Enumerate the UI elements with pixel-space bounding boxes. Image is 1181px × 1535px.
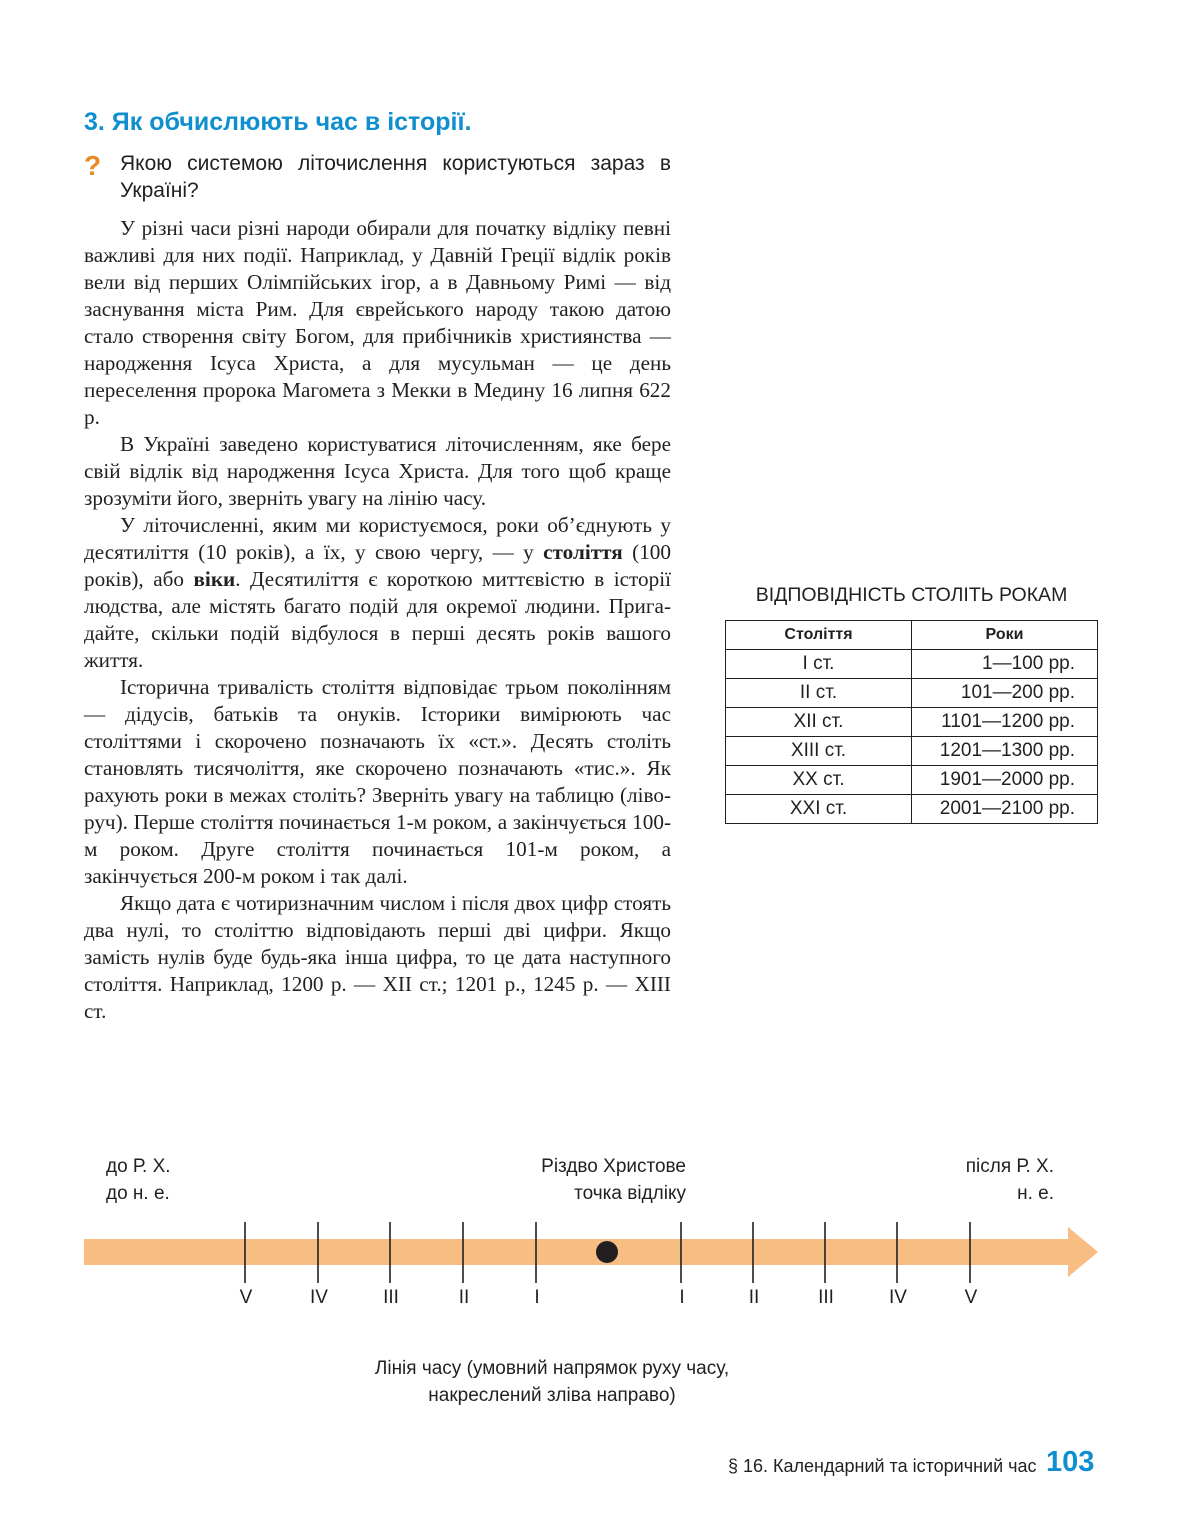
section-question: Якою системою літочислення користуються зараз в Україні?	[120, 152, 671, 202]
timeline-caption-line-1: Лінія часу (умовний напрямок руху часу,	[374, 1358, 730, 1379]
timeline-tick-label-ad: IV	[889, 1287, 907, 1308]
timeline-tick-label-ad: II	[748, 1287, 760, 1308]
timeline-arrow	[84, 1227, 1098, 1277]
table-cell-years: 1—100 рр.	[912, 650, 1098, 679]
paragraph-4	[84, 674, 671, 890]
timeline-caption	[340, 1355, 764, 1409]
timeline-tick-label-ad: V	[964, 1287, 978, 1308]
table-header-century: Століття	[726, 621, 912, 650]
table-cell-century: XXI ст.	[726, 795, 912, 824]
table-cell-century: XII ст.	[726, 708, 912, 737]
origin-label	[480, 1153, 686, 1207]
table-row	[726, 795, 1098, 824]
bold-term: віки	[193, 567, 236, 591]
paragraph-2	[84, 431, 671, 512]
paragraph-5	[84, 890, 671, 1025]
ad-label-line-2: н. е.	[1017, 1183, 1054, 1204]
table-row	[726, 679, 1098, 708]
timeline-tick-label-bc: I	[534, 1287, 540, 1308]
table-title: ВІДПОВІДНІСТЬ СТОЛІТЬ РОКАМ	[755, 584, 1068, 606]
table-cell-century: II ст.	[726, 679, 912, 708]
paragraph-text: . Десятиліття є короткою миттєвістю в історії людства, але містять багато подій для окремої людини. Пригадайте, скільки подій відбулося в перші десять років вашого життя.	[84, 567, 671, 672]
footer-chapter-title: § 16. Календарний та історичний час	[728, 1456, 1037, 1476]
origin-label-line-1: Різдво Христове	[541, 1156, 686, 1177]
paragraph-text: У літочисленні, яким ми користуємося, роки об’єднують у десятиліття (10 років), а їх, у свою чергу, — у	[84, 513, 671, 564]
bc-label	[106, 1153, 171, 1207]
paragraph-text: Історична тривалість століття відповідає трьом поколінням — дідусів, батьків та онуків. Історики вимірюють час століттями і скорочено позначають їх «ст.». Десять століть становлять тисячоліття, яке скорочено позначають «тис.». Як рахують роки в межах століть? Зверніть увагу на таблицю (ліворуч). Перше століття починається 1-м роком, а закінчується 100-м роком. Друге століття починається 101-м роком, а закінчується 200-м роком і так далі.	[84, 675, 671, 888]
origin-label-line-2: точка відліку	[574, 1183, 686, 1204]
table-cell-century: XIII ст.	[726, 737, 912, 766]
table-cell-century: XX ст.	[726, 766, 912, 795]
timeline-tick-label-bc: III	[383, 1287, 399, 1308]
paragraph-text: (100 років), або	[84, 540, 671, 591]
timeline-tick-label-ad: I	[679, 1287, 685, 1308]
table-row	[726, 650, 1098, 679]
table-cell-years: 1901—2000 рр.	[912, 766, 1098, 795]
table-cell-years: 1101—1200 рр.	[912, 708, 1098, 737]
paragraph-1	[84, 215, 671, 431]
table-header-row	[726, 621, 1098, 650]
ad-label	[900, 1153, 1054, 1207]
timeline-tick-label-bc: II	[458, 1287, 470, 1308]
paragraph-text: Якщо дата є чотиризначним числом і після двох цифр стоять два нулі, то століттю відповідають перші дві цифри. Якщо замість нулів буде будь-яка інша цифра, то це дата наступного століття. Наприклад, 1200 р. — XII ст.; 1201 р., 1245 р. — XIII ст.	[84, 891, 671, 1023]
bc-label-line-2: до н. е.	[106, 1183, 170, 1204]
timeline-tick-label-ad: III	[818, 1287, 834, 1308]
paragraph-text: У різні часи різні народи обирали для початку відліку певні важливі для них події. Наприклад, у Давній Греції відлік років вели від перших Олімпійських ігор, а в Давньому Римі — від заснування міста Рим. Для єврейського народу такою датою стало створення світу Богом, для прибічників християнства — народження Ісуса Христа, а для мусульман — це день переселення пророка Магомета з Мекки в Медину 16 липня 622 р.	[84, 216, 671, 429]
bold-term: століття	[543, 540, 623, 564]
timeline-tick-label-bc: V	[239, 1287, 253, 1308]
table-cell-century: I ст.	[726, 650, 912, 679]
timeline-diagram	[0, 1215, 1181, 1320]
question-mark-icon: ?	[84, 150, 102, 181]
table-row	[726, 708, 1098, 737]
section-heading: 3. Як обчислюють час в історії.	[84, 108, 472, 136]
timeline-caption-line-2: накреслений зліва направо)	[428, 1385, 676, 1406]
table-cell-years: 101—200 рр.	[912, 679, 1098, 708]
ad-label-line-1: після Р. Х.	[965, 1156, 1054, 1177]
table-cell-years: 2001—2100 рр.	[912, 795, 1098, 824]
century-table	[725, 620, 1098, 824]
bc-label-line-1: до Р. Х.	[106, 1156, 171, 1177]
paragraph-text: В Україні заведено користуватися літочисленням, яке бере свій відлік від народження Ісуса Христа. Для того щоб краще зрозуміти його, зверніть увагу на лінію часу.	[84, 432, 671, 510]
body-text	[84, 215, 671, 1025]
origin-point	[596, 1241, 618, 1263]
paragraph-3	[84, 512, 671, 674]
table-row	[726, 737, 1098, 766]
page-number: 103	[1046, 1446, 1095, 1478]
timeline-tick-label-bc: IV	[310, 1287, 328, 1308]
table-row	[726, 766, 1098, 795]
table-cell-years: 1201—1300 рр.	[912, 737, 1098, 766]
table-header-years: Роки	[912, 621, 1098, 650]
